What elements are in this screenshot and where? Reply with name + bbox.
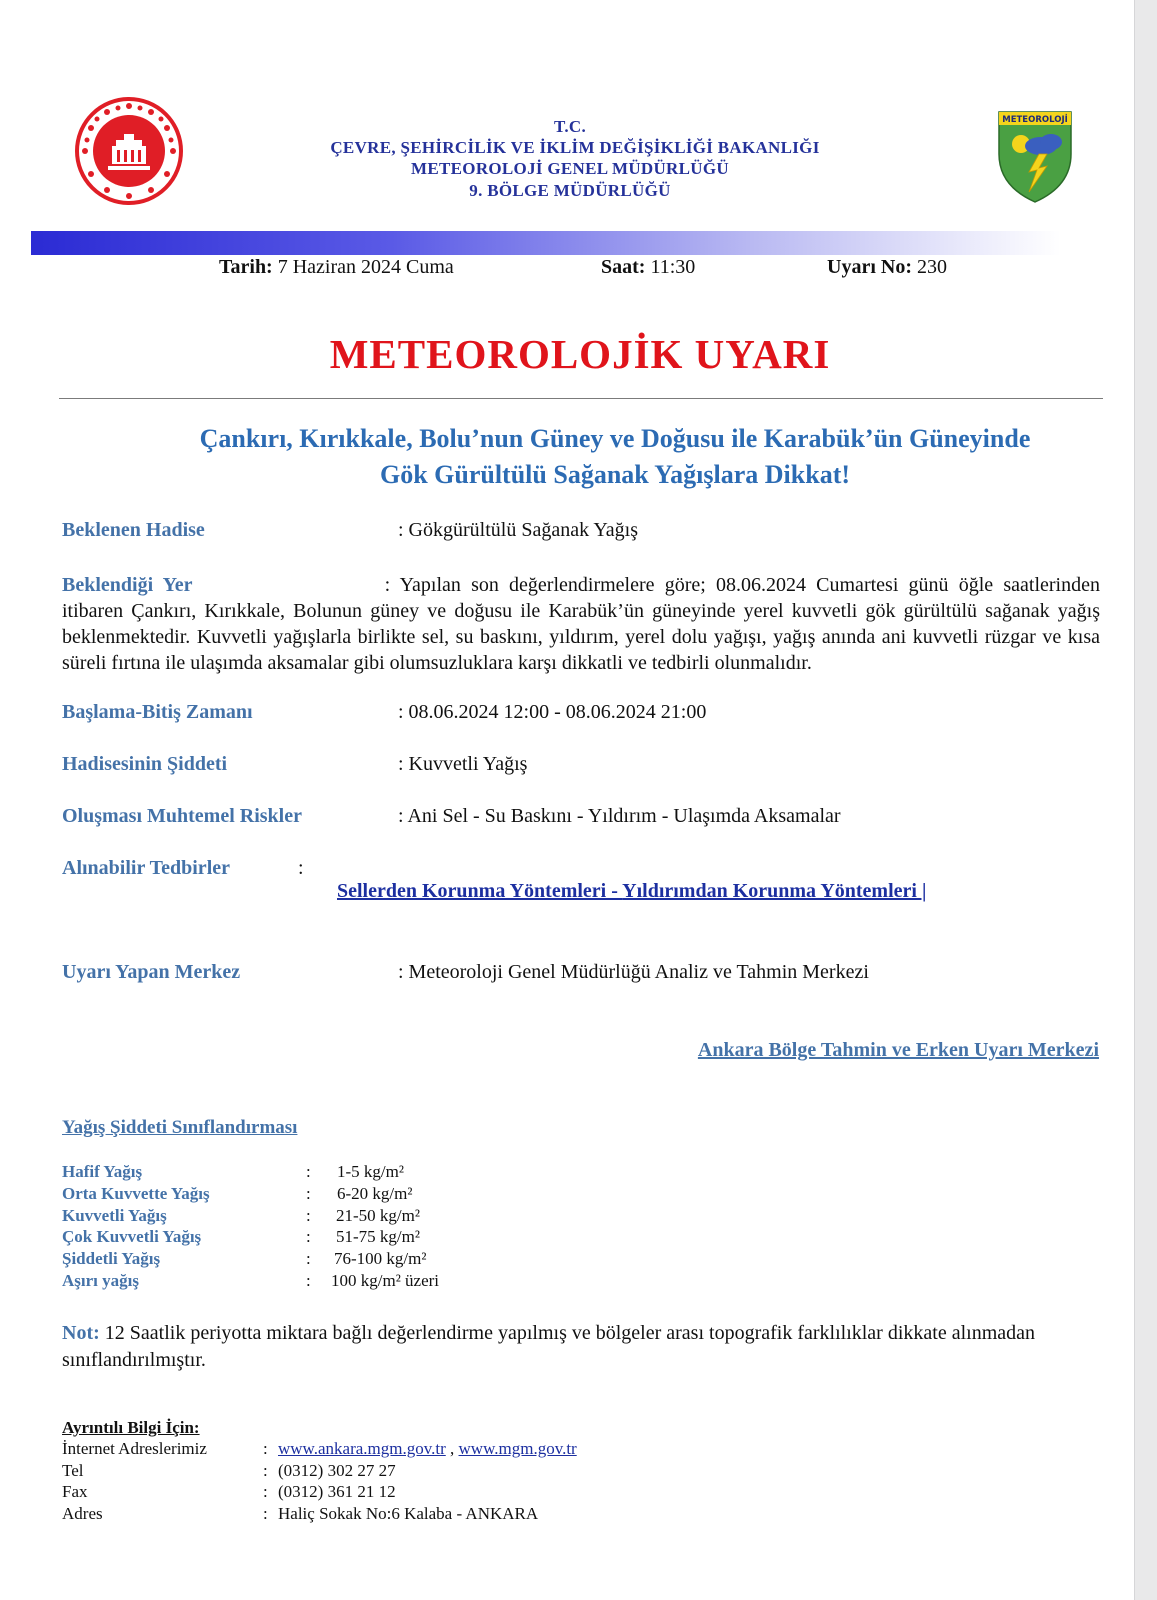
fax-label: Fax [62,1482,88,1501]
lightning-protection-link[interactable]: Yıldırımdan Korunma Yöntemleri | [622,880,927,902]
mgm-link[interactable]: www.mgm.gov.tr [458,1439,577,1458]
address-label: Adres [62,1504,103,1523]
meta-date [219,256,454,279]
measures-label: Alınabilir Tedbirler [62,857,230,879]
class-row-value: 6-20 kg/m² [337,1184,413,1203]
header-tc: T.C. [553,117,587,136]
ministry-seal-icon [74,96,184,206]
note-text: 12 Saatlik periyotta miktara bağlı değerlendirme yapılmış ve bölgeler arası topografik farklılıklar dikkate alınmadan sınıflandırılmıştır. [62,1322,1036,1371]
warning-no-value: 230 [916,256,947,278]
internet-label: İnternet Adreslerimiz [62,1439,207,1458]
center-label: Uyarı Yapan Merkez [62,961,241,983]
fax-value: (0312) 361 21 12 [278,1482,396,1501]
severity-label: Hadisesinin Şiddeti [62,753,228,775]
address-value: Haliç Sokak No:6 Kalaba - ANKARA [278,1504,539,1523]
start-end-value: : 08.06.2024 12:00 - 08.06.2024 21:00 [398,701,707,723]
class-row-label: Şiddetli Yağış [62,1249,161,1268]
tel-label: Tel [62,1461,84,1480]
headline-line-2: Gök Gürültülü Sağanak Yağışlara Dikkat! [379,460,851,489]
contact-title: Ayrıntılı Bilgi İçin: [62,1418,200,1437]
class-row-colon: : [306,1227,311,1246]
meteoroloji-logo-icon [995,108,1075,204]
start-end-label: Başlama-Bitiş Zamanı [62,701,253,723]
divider [59,398,1103,399]
class-row-label: Çok Kuvvetli Yağış [62,1227,202,1246]
class-row-label: Orta Kuvvette Yağış [62,1184,210,1203]
class-row-colon: : [306,1162,311,1181]
header-region: 9. BÖLGE MÜDÜRLÜĞÜ [469,181,671,200]
severity-value: : Kuvvetli Yağış [398,753,528,775]
time-label: Saat: [601,256,646,278]
internet-values [278,1439,577,1459]
header-ministry: ÇEVRE, ŞEHİRCİLİK VE İKLİM DEĞİŞİKLİĞİ BAKANLIĞI [330,138,820,157]
meta-warning-no [827,256,947,279]
expected-place-label: Beklendiği Yer [62,574,193,596]
expected-place-paragraph [62,572,1100,676]
class-row-value: 100 kg/m² üzeri [331,1271,440,1290]
classification-title [62,1117,297,1139]
fax-colon: : [263,1482,268,1501]
class-row-colon: : [306,1271,311,1290]
class-row-colon: : [306,1206,311,1225]
expected-event-value: : Gökgürültülü Sağanak Yağış [398,519,638,541]
risks-value: : Ani Sel - Su Baskını - Yıldırım - Ulaşımda Aksamalar [398,805,841,827]
note-label: Not: [62,1322,100,1344]
date-label: Tarih: [219,256,273,278]
center-value: : Meteoroloji Genel Müdürlüğü Analiz ve Tahmin Merkezi [398,961,869,983]
class-row-colon: : [306,1249,311,1268]
header-directorate: METEOROLOJİ GENEL MÜDÜRLÜĞÜ [411,159,729,178]
class-row-value: 51-75 kg/m² [336,1227,420,1246]
tel-value: (0312) 302 27 27 [278,1461,396,1480]
class-row-label: Hafif Yağış [62,1162,143,1181]
logo-text: METEOROLOJİ [1002,115,1068,125]
measures-colon: : [298,857,304,879]
class-row-value: 76-100 kg/m² [334,1249,427,1268]
class-row-label: Kuvvetli Yağış [62,1206,167,1225]
site-separator: , [445,1439,459,1458]
page-title: METEOROLOJİK UYARI [329,331,831,377]
measures-links [317,857,926,926]
class-row-value: 1-5 kg/m² [337,1162,404,1181]
header-gradient-band [31,231,1061,255]
expected-event-label: Beklenen Hadise [62,519,205,541]
note [62,1320,1072,1374]
date-value: 7 Haziran 2024 Cuma [277,256,454,278]
class-row-colon: : [306,1184,311,1203]
expected-place-value: : Yapılan son değerlendirmelere göre; 08.06.2024 Cumartesi günü öğle saatlerinden itibaren Çankırı, Kırıkkale, Bolunun güney ve doğusu ile Karabük’ün güneyinde yerel kuvvetli gök gürültülü sağanak yağış beklenmektedir. Kuvvetli yağışlarla birlikte sel, su baskını, yıldırım, yerel dolu yağışı, yağış anında ani kuvvetli rüzgar ve kısa süreli fırtına ile ulaşımda aksamalar gibi olumsuzluklara karşı dikkatli ve tedbirli olunmalıdır. [62,574,1100,674]
regional-center-link[interactable]: Ankara Bölge Tahmin ve Erken Uyarı Merkezi [697,1039,1099,1061]
class-row-value: 21-50 kg/m² [336,1206,420,1225]
class-row-label: Aşırı yağış [62,1271,139,1290]
classification-title-text: Yağış Şiddeti Sınıflandırması [62,1117,298,1138]
flood-protection-link[interactable]: Sellerden Korunma Yöntemleri - [337,880,623,902]
warning-no-label: Uyarı No: [827,256,912,278]
tel-colon: : [263,1461,268,1480]
internet-colon: : [263,1439,268,1458]
risks-label: Oluşması Muhtemel Riskler [62,805,302,827]
headline-line-1: Çankırı, Kırıkkale, Bolu’nun Güney ve Doğusu ile Karabük’ün Güneyinde [199,424,1031,453]
meta-time [601,256,695,279]
ankara-mgm-link[interactable]: www.ankara.mgm.gov.tr [278,1439,446,1458]
address-colon: : [263,1504,268,1523]
regional-center [698,1039,1099,1062]
time-value: 11:30 [650,256,696,278]
